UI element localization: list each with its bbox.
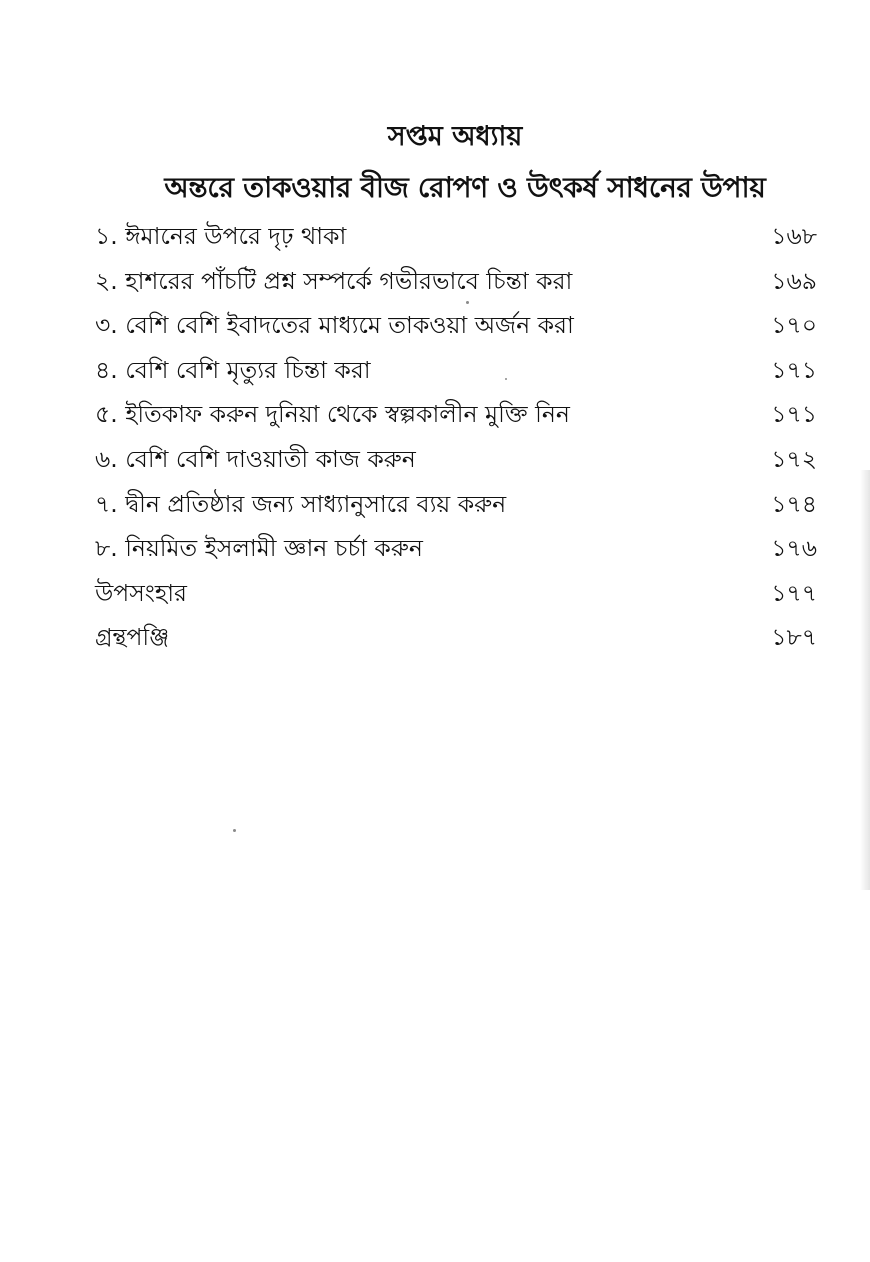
toc-entry — [95, 348, 817, 393]
toc-entry — [95, 437, 817, 482]
toc-entry-title: ৫. ইতিকাফ করুন দুনিয়া থেকে স্বল্পকালীন মুক্তি নিন — [95, 400, 570, 429]
table-of-contents — [95, 214, 817, 660]
toc-entry — [95, 303, 817, 348]
toc-entry-title: ৮. নিয়মিত ইসলামী জ্ঞান চর্চা করুন — [95, 534, 423, 563]
toc-entry-title: ৭. দ্বীন প্রতিষ্ঠার জন্য সাধ্যানুসারে ব্যয় করুন — [95, 489, 507, 518]
toc-entry-page: ১৬৯ — [771, 266, 817, 295]
scan-speck — [233, 829, 236, 832]
toc-entry — [95, 615, 817, 660]
toc-entry-title: উপসংহার — [95, 578, 187, 607]
toc-entry — [95, 259, 817, 304]
toc-entry-page: ১৭০ — [771, 311, 817, 340]
toc-entry-title: ৩. বেশি বেশি ইবাদতের মাধ্যমে তাকওয়া অর্জন করা — [95, 311, 574, 340]
toc-entry — [95, 482, 817, 527]
chapter-title: সপ্তম অধ্যায় — [387, 121, 523, 152]
toc-entry-title: ১. ঈমানের উপরে দৃঢ় থাকা — [95, 222, 347, 250]
toc-entry-page: ১৮৭ — [771, 623, 817, 652]
toc-entry-page: ১৭১ — [771, 355, 817, 384]
toc-entry-page: ১৭৬ — [771, 534, 817, 563]
toc-entry — [95, 526, 817, 571]
toc-entry-title: গ্রন্থপঞ্জি — [95, 623, 170, 652]
toc-entry-page: ১৭৭ — [771, 578, 817, 607]
toc-entry-title: ২. হাশরের পাঁচটি প্রশ্ন সম্পর্কে গভীরভাবে চিন্তা করা — [95, 266, 573, 295]
toc-entry-page: ১৭১ — [771, 400, 817, 429]
page-edge-shadow — [860, 470, 870, 890]
chapter-subtitle: অন্তরে তাকওয়ার বীজ রোপণ ও উৎকর্ষ সাধনের উপায় — [164, 171, 766, 204]
toc-entry-title: ৬. বেশি বেশি দাওয়াতী কাজ করুন — [95, 444, 416, 473]
toc-entry — [95, 392, 817, 437]
toc-entry-page: ১৭২ — [771, 444, 817, 473]
scan-speck — [466, 301, 469, 304]
toc-entry-page: ১৭৪ — [771, 489, 817, 518]
toc-entry-page: ১৬৮ — [771, 222, 817, 250]
toc-entry — [95, 571, 817, 616]
toc-entry-title: ৪. বেশি বেশি মৃত্যুর চিন্তা করা — [95, 355, 371, 384]
toc-entry — [95, 214, 817, 259]
scan-speck — [505, 378, 507, 380]
